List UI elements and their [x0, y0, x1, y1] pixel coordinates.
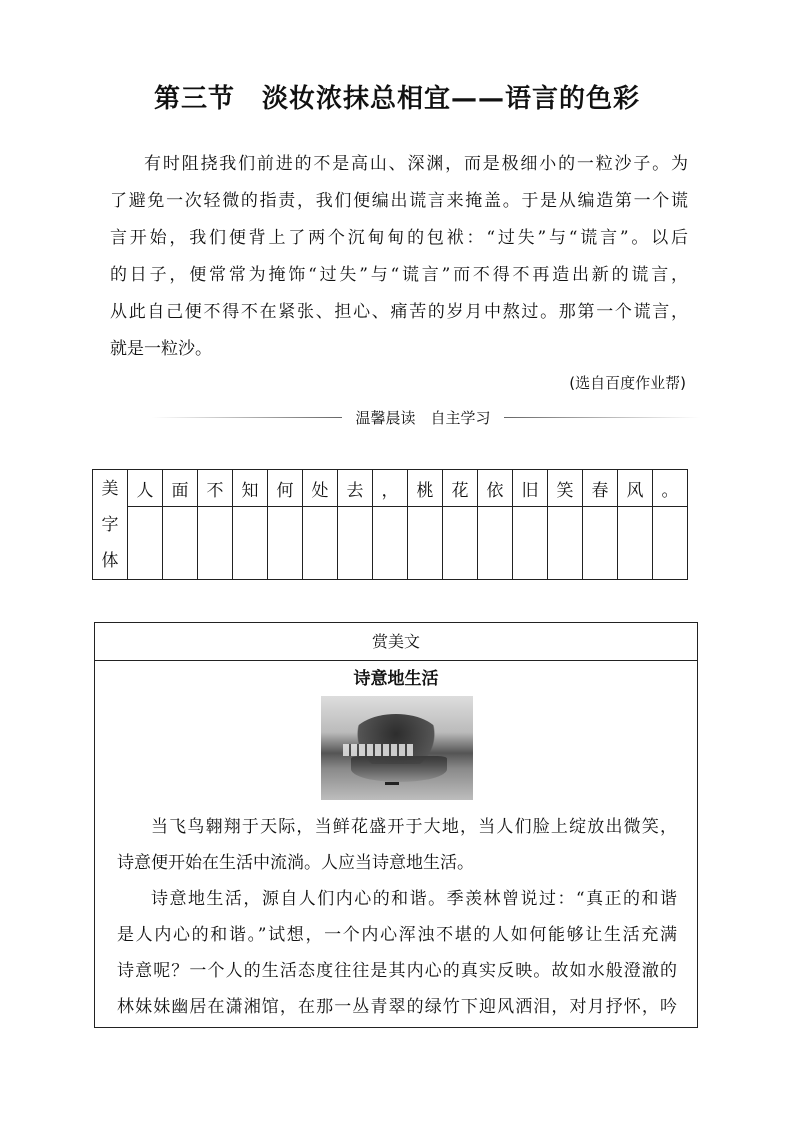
model-char-cell: 知	[233, 470, 268, 507]
section-divider	[152, 408, 700, 428]
model-char-cell: 何	[268, 470, 303, 507]
practice-cell[interactable]	[128, 507, 163, 580]
intro-line: 有时阻挠我们前进的不是高山、深渊，而是极细小的一粒沙子。为	[144, 154, 688, 174]
practice-cell[interactable]	[443, 507, 478, 580]
model-char-cell: ，	[373, 470, 408, 507]
intro-line: 了避免一次轻微的指责，我们便编出谎言来掩盖。于是从编造第一个谎	[110, 191, 688, 211]
essay-line: 林妹妹幽居在潇湘馆，在那一丛青翠的绿竹下迎风洒泪，对月抒怀，吟	[117, 997, 677, 1017]
model-char-cell: 面	[163, 470, 198, 507]
divider-rule-left	[152, 417, 342, 418]
intro-line: 言开始，我们便背上了两个沉甸甸的包袱：“过失”与“谎言”。以后	[110, 228, 688, 248]
essay-line: 当飞鸟翱翔于天际，当鲜花盛开于大地，当人们脸上绽放出微笑，	[151, 817, 677, 837]
practice-cell[interactable]	[548, 507, 583, 580]
model-char-cell: 旧	[513, 470, 548, 507]
practice-cell[interactable]	[373, 507, 408, 580]
essay-line: 是人内心的和谐。”试想，一个内心浑浊不堪的人如何能够让生活充满	[117, 925, 677, 945]
essay-body	[117, 809, 677, 1025]
model-char-cell: 。	[653, 470, 688, 507]
practice-cell[interactable]	[583, 507, 618, 580]
practice-cell[interactable]	[478, 507, 513, 580]
model-char-cell: 去	[338, 470, 373, 507]
intro-source: (选自百度作业帮)	[569, 374, 686, 392]
model-char-cell: 依	[478, 470, 513, 507]
practice-cell[interactable]	[618, 507, 653, 580]
essay-title: 诗意地生活	[353, 669, 439, 689]
practice-cell[interactable]	[268, 507, 303, 580]
practice-cell[interactable]	[233, 507, 268, 580]
practice-cell[interactable]	[653, 507, 688, 580]
page-title: 第三节 淡妆浓抹总相宜——语言的色彩	[153, 84, 640, 114]
divider-rule-right	[504, 417, 700, 418]
essay-line: 诗意呢？一个人的生活态度往往是其内心的真实反映。故如水般澄澈的	[117, 961, 677, 981]
model-char-cell: 春	[583, 470, 618, 507]
model-char-cell: 处	[303, 470, 338, 507]
landscape-photo	[321, 696, 473, 800]
model-char-cell: 风	[618, 470, 653, 507]
table-header-cell	[93, 470, 128, 580]
practice-cell[interactable]	[513, 507, 548, 580]
practice-cell[interactable]	[338, 507, 373, 580]
intro-paragraph	[110, 146, 688, 368]
intro-line: 就是一粒沙。	[110, 339, 212, 359]
photo-boat	[385, 782, 399, 785]
model-char-cell: 笑	[548, 470, 583, 507]
header-char: 字	[101, 514, 119, 535]
practice-cell[interactable]	[198, 507, 233, 580]
intro-line: 的日子，便常常为掩饰“过失”与“谎言”而不得不再造出新的谎言，	[110, 265, 688, 285]
header-char: 体	[101, 550, 119, 571]
divider-label: 温馨晨读 自主学习	[355, 409, 491, 427]
model-char-cell: 花	[443, 470, 478, 507]
intro-line: 从此自己便不得不在紧张、担心、痛苦的岁月中熬过。那第一个谎言，	[110, 302, 688, 322]
reading-box-header: 赏美文	[95, 623, 697, 661]
photo-houses	[343, 744, 413, 756]
practice-cell[interactable]	[303, 507, 338, 580]
practice-cell[interactable]	[163, 507, 198, 580]
essay-line: 诗意地生活，源自人们内心的和谐。季羡林曾说过：“真正的和谐	[151, 889, 677, 909]
model-char-cell: 人	[128, 470, 163, 507]
reading-box	[94, 622, 698, 1028]
header-char: 美	[101, 478, 119, 499]
model-char-cell: 不	[198, 470, 233, 507]
essay-line: 诗意便开始在生活中流淌。人应当诗意地生活。	[117, 853, 474, 873]
photo-reflection	[351, 756, 447, 782]
calligraphy-practice-table	[92, 469, 688, 580]
model-char-cell: 桃	[408, 470, 443, 507]
practice-cell[interactable]	[408, 507, 443, 580]
